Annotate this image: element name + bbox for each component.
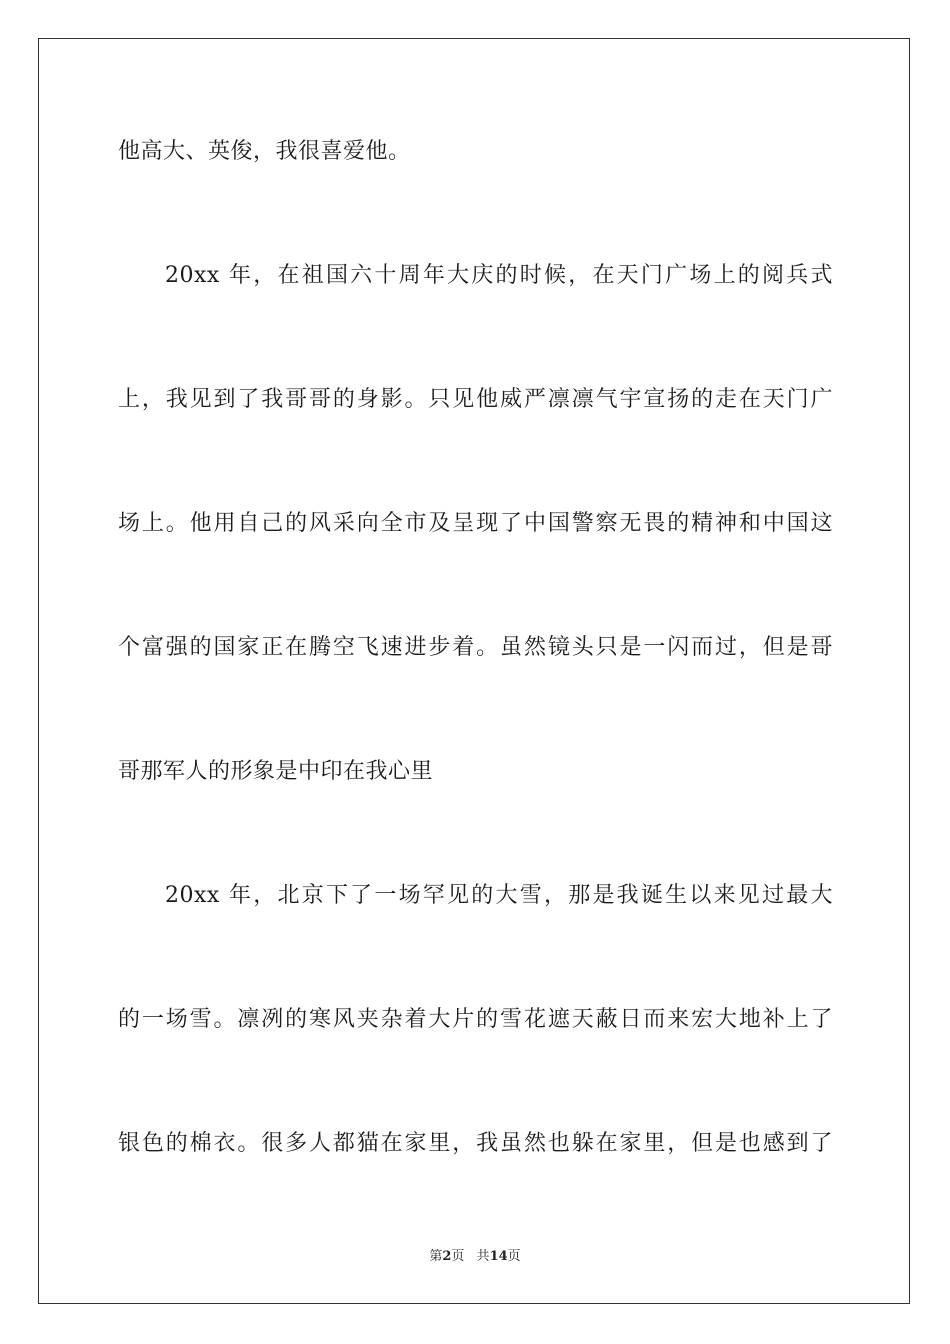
text-line-2: 20xx 年，在祖国六十周年大庆的时候，在天门广场上的阅兵式 <box>165 263 833 288</box>
text-line-5: 个富强的国家正在腾空飞速进步着。虽然镜头只是一闪而过，但是哥 <box>118 635 833 660</box>
text-line-7: 20xx 年，北京下了一场罕见的大雪，那是我诞生以来见过最大 <box>165 883 833 908</box>
total-pages: 14 <box>489 1249 508 1264</box>
total-suffix: 页 <box>507 1249 521 1264</box>
total-indicator <box>477 1249 521 1264</box>
page-indicator <box>429 1249 464 1264</box>
page-footer <box>0 1248 950 1266</box>
total-prefix: 共 <box>476 1249 490 1264</box>
text-line-6: 哥那军人的形象是中印在我心里 <box>118 759 434 784</box>
text-line-1: 他高大、英俊，我很喜爱他。 <box>118 139 411 164</box>
text-line-9: 银色的棉衣。很多人都猫在家里，我虽然也躲在家里，但是也感到了 <box>118 1131 833 1156</box>
text-line-3: 上，我见到了我哥哥的身影。只见他威严凛凛气宇宣扬的走在天门广 <box>118 387 833 412</box>
text-line-8: 的一场雪。凛冽的寒风夹杂着大片的雪花遮天蔽日而来宏大地补上了 <box>118 1007 833 1032</box>
text-line-4: 场上。他用自己的风采向全市及呈现了中国警察无畏的精神和中国这 <box>118 511 833 536</box>
page-border <box>38 38 910 1304</box>
page-prefix: 第 <box>429 1249 443 1264</box>
page-number: 2 <box>442 1249 452 1264</box>
page-suffix: 页 <box>451 1249 465 1264</box>
